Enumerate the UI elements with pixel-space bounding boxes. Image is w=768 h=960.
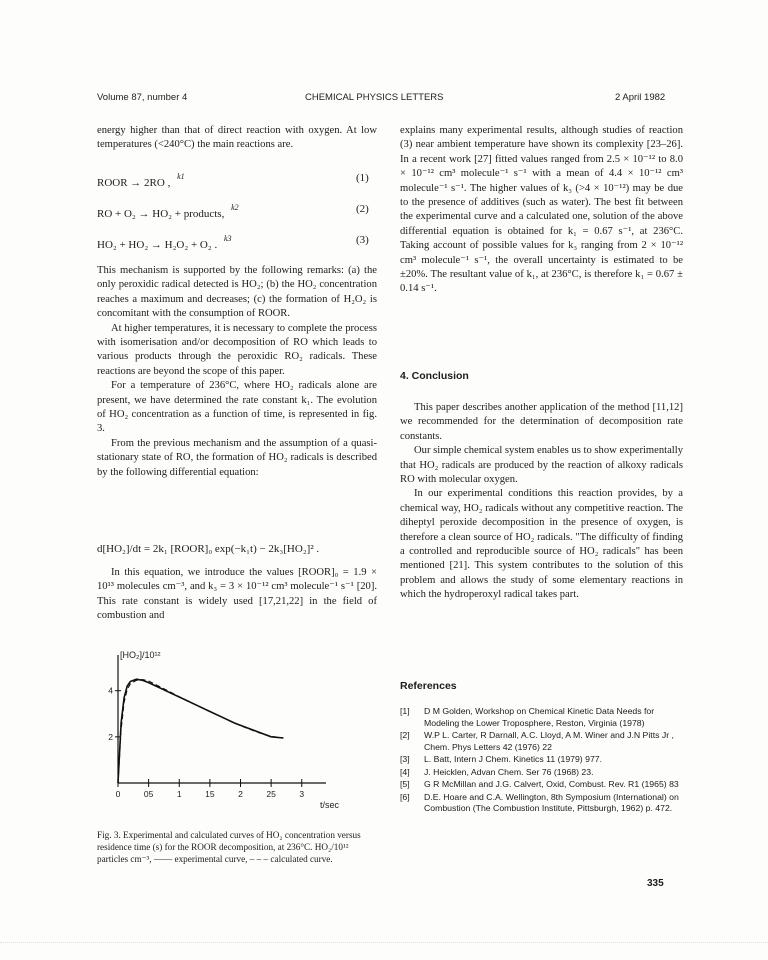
reference-text: D M Golden, Workshop on Chemical Kinetic Data Needs for Modeling the Lower Troposphere, Reston, Virginia (1978) <box>424 706 655 728</box>
y-axis-label: [HO₂]/10¹² <box>120 650 161 660</box>
equation-2-number: (2) <box>356 203 369 215</box>
paragraph-k3-values: explains many experimental results, although studies of reaction (3) near ambient temperature have shown its complexity [23–26]. In a recent work [27] fitted values ranged from 2.5 × 10⁻¹² to 8.0 × 10⁻¹² cm³ molecule⁻¹ s⁻¹ with a mean of 4.4 × 10⁻¹² cm³ molecule⁻¹ s⁻¹. The higher values of k₃ (>4 × 10⁻¹²) may be due to the presence of additives (such as water). The best fit between the experimental curve and a calculated one, solution of the above differential equation is obtained for k₁ = 0.67 s⁻¹, at 236°C. Taking account of possible values for k₃ ranging from 2 × 10⁻¹² cm³ molecule⁻¹ s⁻¹, the overall uncertainty is estimated to be ±20%. The resultant value of k₁, at 236°C, is therefore k₁ = 0.67 ± 0.14 s⁻¹. <box>400 125 683 295</box>
scan-edge-divider <box>0 942 768 943</box>
conclusion-paragraph-1: This paper describes another application of the method [11,12] we recommended for the determination of decomposition rate constants. <box>400 402 683 442</box>
reference-number: [4] <box>400 766 410 777</box>
header-journal: CHEMICAL PHYSICS LETTERS <box>305 92 444 103</box>
figure-caption: Fig. 3. Experimental and calculated curves of HO₂ concentration versus residence time (s) for the ROOR decomposition, at 236°C. HO₂/10¹² particles cm⁻³, —— experimental curve, – – – calculated curve. <box>97 830 361 864</box>
paragraph-remarks: This mechanism is supported by the following remarks: (a) the only peroxidic radical detected is HO₂; (b) the HO₂ concentration reaches a maximum and decreases; (c) the formation of H₂O₂ is concomitant with the consumption of ROOR. <box>97 265 377 320</box>
reference-text: D.E. Hoare and C.A. Wellington, 8th Symposium (International) on Combustion (The Combustion Institute, Pittsburgh, 1962) p. 472. <box>424 791 679 813</box>
x-tick-label: 1 <box>176 789 182 799</box>
equation-1-number: (1) <box>356 172 369 184</box>
x-tick-label: 3 <box>299 789 305 799</box>
reference-item <box>400 767 683 779</box>
reference-item <box>400 706 683 729</box>
x-tick-label: 0 <box>115 789 121 799</box>
differential-equation: d[HO₂]/dt = 2k₁ [ROOR]₀ exp(−k₁t) − 2k₃[HO₂]² . <box>97 543 320 555</box>
reference-text: G R McMillan and J.G. Calvert, Oxid, Combust. Rev. R1 (1965) 83 <box>424 779 679 789</box>
paragraph-mechanism: From the previous mechanism and the assumption of a quasi-stationary state of RO, the formation of HO₂ radicals is described by the following differential equation: <box>97 437 377 478</box>
paragraph-values: In this equation, we introduce the values [ROOR]₀ = 1.9 × 10¹³ molecules cm⁻³, and k₃ = 3 × 10⁻¹² cm³ molecule⁻¹ s⁻¹ [20]. This rate constant is widely used [17,21,22] in the field of combustion and <box>97 567 377 622</box>
equation-1 <box>97 172 185 189</box>
left-after-equation <box>97 566 377 624</box>
equation-2-text: RO + O₂ → HO₂ + products, <box>97 208 225 220</box>
x-tick-label: 25 <box>266 789 276 799</box>
y-tick-label: 4 <box>108 685 113 696</box>
intro-paragraph: energy higher than that of direct reaction with oxygen. At low temperatures (<240°C) the main reactions are. <box>97 125 377 151</box>
reference-item <box>400 779 683 791</box>
x-tick-label: 2 <box>238 789 243 799</box>
reference-number: [3] <box>400 754 410 764</box>
references-heading: References <box>400 680 457 692</box>
equation-3-text: HO₂ + HO₂ → H₂O₂ + O₂ . <box>97 239 218 251</box>
equation-2 <box>97 203 239 220</box>
figure-3-chart <box>108 648 368 818</box>
reference-number: [5] <box>400 779 410 789</box>
reference-text: W.P L. Carter, R Darnall, A.C. Lloyd, A M. Winer and J.N Pitts Jr , Chem. Phys Letters 42 (1976) 22 <box>424 730 674 752</box>
plot-area <box>108 655 326 799</box>
references-list <box>400 706 683 816</box>
reference-text: J. Heicklen, Advan Chem. Ser 76 (1968) 23. <box>424 766 594 777</box>
reference-item <box>400 730 683 753</box>
paragraph-higher-temperatures: At higher temperatures, it is necessary to complete the process with isomerisation and/or decomposition of RO which leads to various products through the peroxidic RO₂ radicals. These reactions are beyond the scope of this paper. <box>97 322 377 377</box>
reference-number: [6] <box>400 791 410 802</box>
reference-text: L. Batt, Intern J Chem. Kinetics 11 (1979) 977. <box>424 754 603 764</box>
left-body <box>97 264 377 480</box>
equation-3-rate: k3 <box>223 234 232 243</box>
paragraph-rate-constant: For a temperature of 236°C, where HO₂ radicals alone are present, we have determined the rate constant k₁. The evolution of HO₂ concentration as a function of time, is represented in fig. 3. <box>97 380 377 435</box>
equation-1-text: ROOR → 2RO , <box>97 177 171 189</box>
equation-3-number: (3) <box>356 234 369 246</box>
x-tick-label: 05 <box>143 789 154 799</box>
equation-1-rate: k1 <box>177 172 185 181</box>
conclusion-body <box>400 401 683 603</box>
header-volume: Volume 87, number 4 <box>97 92 188 103</box>
conclusion-paragraph-2: Our simple chemical system enables us to show experimentally that HO₂ radicals are produced by the reaction of alkoxy radicals RO with molecular oxygen. <box>400 445 683 486</box>
equation-2-rate: k2 <box>231 203 239 212</box>
y-tick-label: 2 <box>108 731 113 742</box>
reference-number: [1] <box>400 706 410 716</box>
x-axis-label: t/sec <box>320 800 340 810</box>
x-tick-label: 15 <box>205 789 215 799</box>
reference-item <box>400 792 683 815</box>
equation-3 <box>97 234 232 251</box>
right-top <box>400 124 683 297</box>
header-date: 2 April 1982 <box>615 92 666 103</box>
reference-number: [2] <box>400 730 410 740</box>
page-number: 335 <box>647 878 664 889</box>
conclusion-paragraph-3: In our experimental conditions this reaction provides, by a chemical way, HO₂ radicals without any competitive reaction. The diheptyl peroxide decomposition in the presence of oxygen, is therefore a clean source of HO₂ radicals. "The difficulty of finding a controlled and reproducible source of HO₂ radicals" has been mentioned [21]. This system contributes to the solution of this problem and allows the study of some elementary reactions in which the hydroperoxyl radical takes part. <box>400 488 683 601</box>
left-intro <box>97 124 377 153</box>
conclusion-heading: 4. Conclusion <box>400 370 469 382</box>
reference-item <box>400 754 683 766</box>
experimental-curve <box>118 679 283 783</box>
